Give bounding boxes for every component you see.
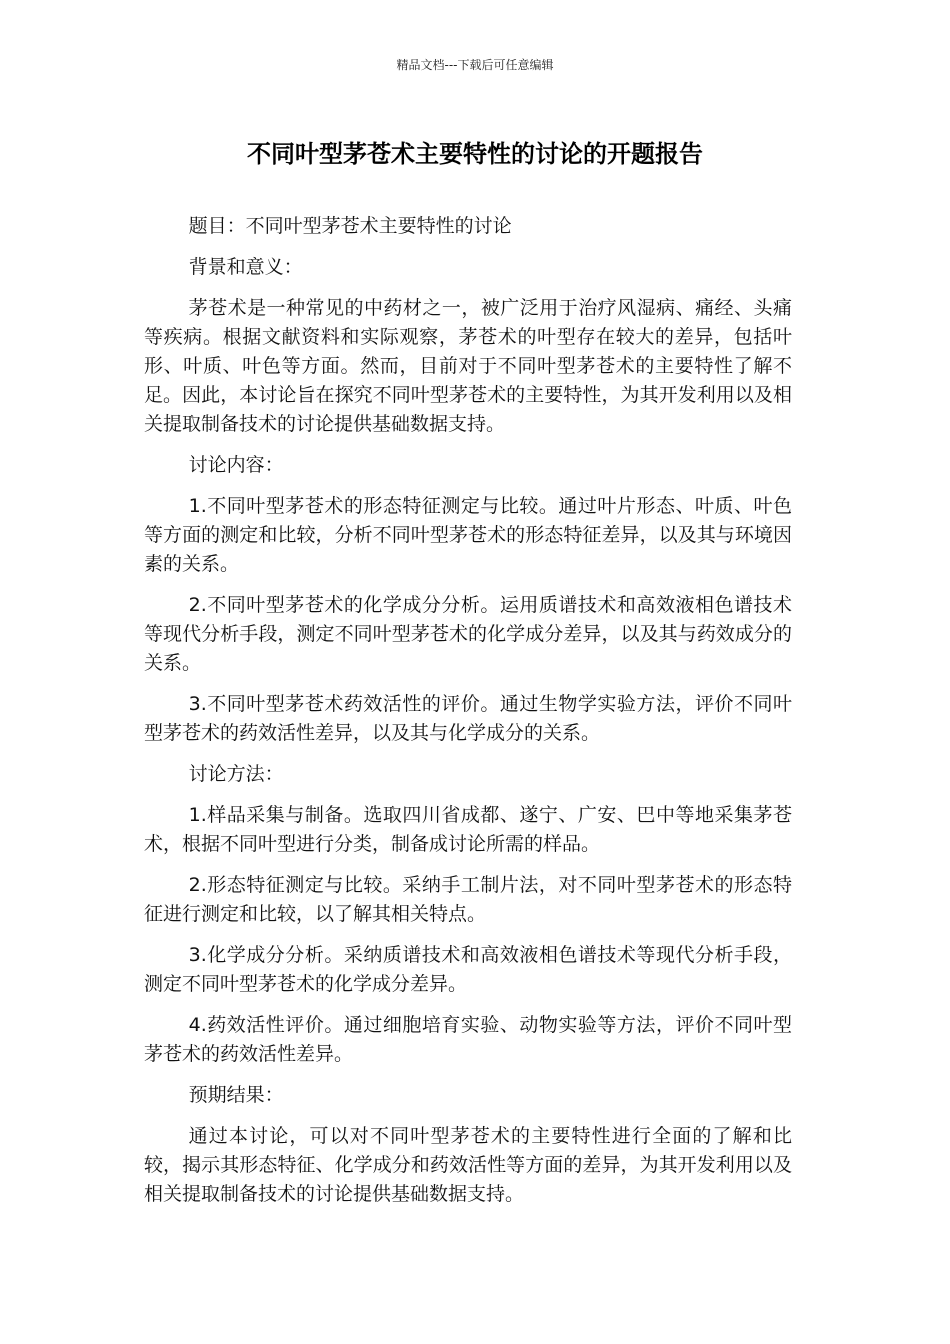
method-item-3: 3.化学成分分析。采纳质谱技术和高效液相色谱技术等现代分析手段，测定不同叶型茅苍术的化学成分差异。 <box>144 944 792 995</box>
background-paragraph: 茅苍术是一种常见的中药材之一，被广泛用于治疗风湿病、痛经、头痛等疾病。根据文献资料和实际观察，茅苍术的叶型存在较大的差异，包括叶形、叶质、叶色等方面。然而，目前对于不同叶型茅苍术的主要特性了解不足。因此，本讨论旨在探究不同叶型茅苍术的主要特性，为其开发利用以及相关提取制备技术的讨论提供基础数据支持。 <box>144 297 792 435</box>
content-item-1: 1.不同叶型茅苍术的形态特征测定与比较。通过叶片形态、叶质、叶色等方面的测定和比较，分析不同叶型茅苍术的形态特征差异，以及其与环境因素的关系。 <box>144 495 792 575</box>
section-heading-content: 讨论内容： <box>188 454 284 476</box>
header-note: 精品文档---下载后可任意编辑 <box>396 58 554 72</box>
document-body <box>144 212 792 1221</box>
expected-results-paragraph: 通过本讨论，可以对不同叶型茅苍术的主要特性进行全面的了解和比较，揭示其形态特征、化学成分和药效活性等方面的差异，为其开发利用以及相关提取制备技术的讨论提供基础数据支持。 <box>144 1125 792 1205</box>
section-heading-methods: 讨论方法： <box>188 763 284 785</box>
content-item-2: 2.不同叶型茅苍术的化学成分分析。运用质谱技术和高效液相色谱技术等现代分析手段，测定不同叶型茅苍术的化学成分差异，以及其与药效成分的关系。 <box>144 594 792 674</box>
section-heading-background: 背景和意义： <box>188 256 303 278</box>
content-item-3: 3.不同叶型茅苍术药效活性的评价。通过生物学实验方法，评价不同叶型茅苍术的药效活性差异，以及其与化学成分的关系。 <box>144 693 792 744</box>
method-item-2: 2.形态特征测定与比较。采纳手工制片法，对不同叶型茅苍术的形态特征进行测定和比较，以了解其相关特点。 <box>144 874 792 925</box>
document-title: 不同叶型茅苍术主要特性的讨论的开题报告 <box>247 140 703 168</box>
method-item-4: 4.药效活性评价。通过细胞培育实验、动物实验等方法，评价不同叶型茅苍术的药效活性差异。 <box>144 1014 792 1065</box>
section-heading-expected-results: 预期结果： <box>188 1084 284 1106</box>
method-item-1: 1.样品采集与制备。选取四川省成都、遂宁、广安、巴中等地采集茅苍术，根据不同叶型进行分类，制备成讨论所需的样品。 <box>144 804 792 855</box>
topic-line: 题目：不同叶型茅苍术主要特性的讨论 <box>188 215 512 237</box>
